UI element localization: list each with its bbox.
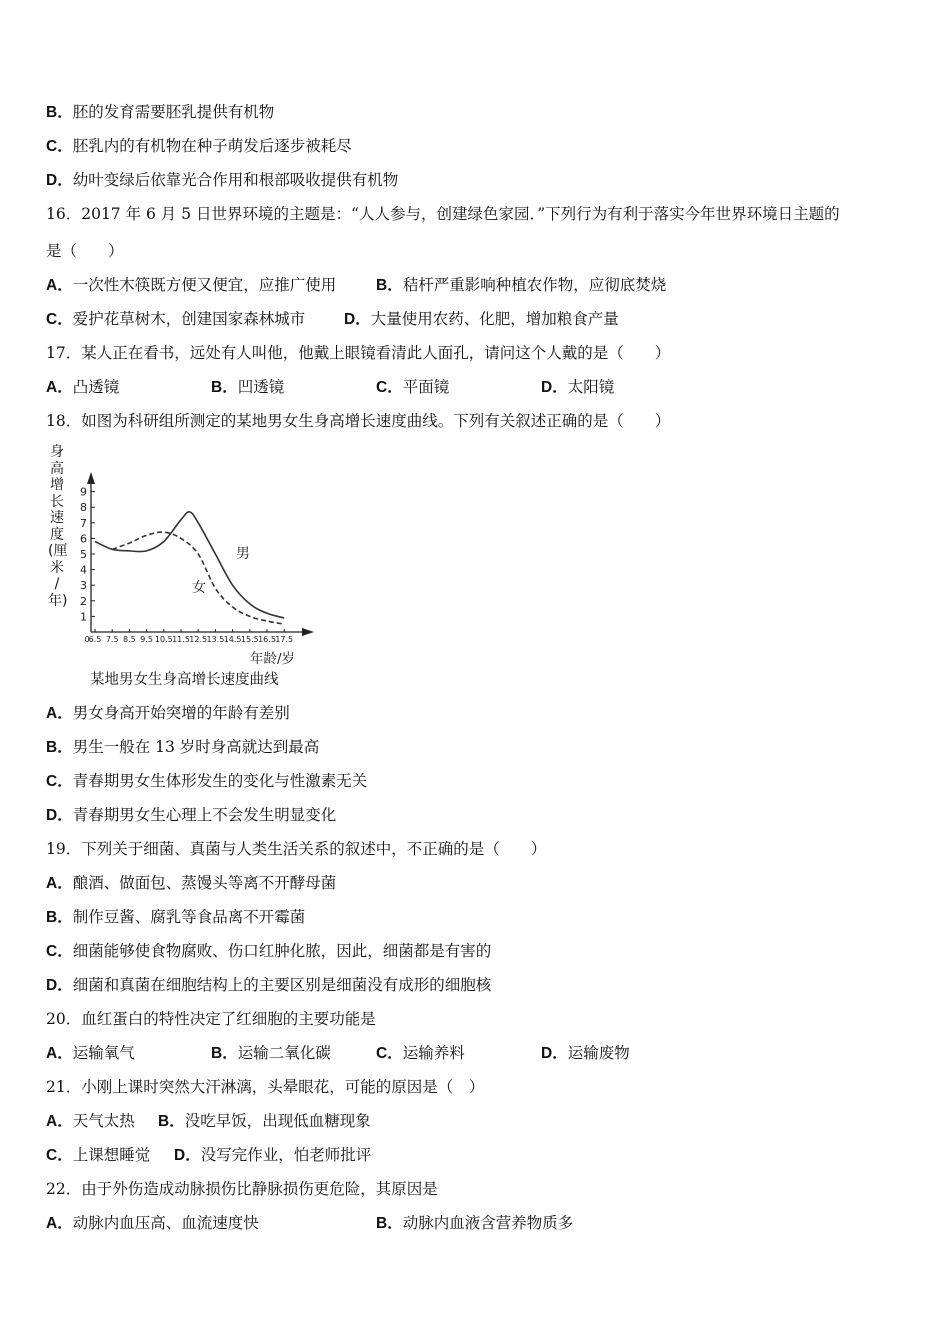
y-tick-label: 1 xyxy=(80,610,87,624)
q19-option-d-line: D．细菌和真菌在细胞结构上的主要区别是细菌没有成形的细胞核 xyxy=(46,976,492,994)
q19-option-b: 制作豆酱、腐乳等食品离不开霉菌 xyxy=(72,908,306,926)
y-tick-label: 5 xyxy=(80,548,87,561)
x-tick-label: 16.5 xyxy=(258,635,276,644)
x-tick-label: 8.5 xyxy=(123,635,136,644)
y-label-char: 米 xyxy=(50,559,64,576)
q18-option-d-line: D．青春期男女生心理上不会发生明显变化 xyxy=(46,806,337,824)
question-22-stem: 22．由于外伤造成动脉损伤比静脉损伤更危险，其原因是 xyxy=(46,1180,438,1198)
y-label-char: 身 xyxy=(50,444,64,460)
y-tick-label: 7 xyxy=(80,516,87,530)
question-16-options-cd: C．爱护花草树木，创建国家森林城市 D．大量使用农药、化肥，增加粮食产量 xyxy=(46,310,619,328)
y-tick-label: 3 xyxy=(80,579,87,593)
y-label-char: (厘 xyxy=(48,543,68,559)
q19-option-a: 酿酒、做面包、蒸馒头等离不开酵母菌 xyxy=(72,874,337,892)
q19-option-c: 细菌能够使食物腐败、伤口红肿化脓，因此，细菌都是有害的 xyxy=(72,942,492,960)
x-tick-label: 10.5 xyxy=(154,635,173,644)
option-b-line: B．胚的发育需要胚乳提供有机物 xyxy=(46,103,275,121)
q20-option-c: 运输养料 xyxy=(402,1044,465,1062)
q18-option-c: 青春期男女生体形发生的变化与性激素无关 xyxy=(72,772,368,790)
q18-option-c-line: C．青春期男女生体形发生的变化与性激素无关 xyxy=(46,772,368,790)
option-text: 胚的发育需要胚乳提供有机物 xyxy=(72,103,275,121)
q19-option-d: 细菌和真菌在细胞结构上的主要区别是细菌没有成形的细胞核 xyxy=(72,976,492,994)
growth-rate-chart xyxy=(40,440,340,700)
question-19-stem: 19．下列关于细菌、真菌与人类生活关系的叙述中，不正确的是（ ） xyxy=(46,840,547,858)
y-label-char: 速 xyxy=(50,510,64,526)
option-text: 幼叶变绿后依靠光合作用和根部吸收提供有机物 xyxy=(72,171,399,189)
q22-option-b: 动脉内血液含营养物质多 xyxy=(402,1214,574,1232)
x-tick-label: 17.5 xyxy=(275,635,294,644)
x-tick-label: 12.5 xyxy=(189,635,208,644)
x-axis-label: 年龄/岁 xyxy=(250,651,296,665)
question-16-stem: 16．2017 年 6 月 5 日世界环境的主题是：“人人参与，创建绿色家园．”下列行为有利于落实今年世界环境日主题的 xyxy=(46,205,840,223)
q20-option-d: 运输废物 xyxy=(567,1044,630,1062)
q22-option-a: 动脉内血压高、血流速度快 xyxy=(72,1214,259,1232)
question-17-stem: 17．某人正在看书，远处有人叫他，他戴上眼镜看清此人面孔，请问这个人戴的是（ ） xyxy=(46,344,671,362)
y-tick-label: 9 xyxy=(80,485,87,499)
q17-option-d: 太阳镜 xyxy=(567,378,615,396)
y-label-char: 年) xyxy=(48,592,68,609)
x-tick-label: 15.5 xyxy=(240,635,259,644)
y-tick-label: 4 xyxy=(80,563,87,577)
q21-option-a: 天气太热 xyxy=(72,1112,135,1130)
y-label-char: / xyxy=(54,576,60,592)
q18-option-a: 男女身高开始突增的年龄有差别 xyxy=(72,704,290,722)
question-21-stem: 21．小刚上课时突然大汗淋漓，头晕眼花，可能的原因是（ ） xyxy=(46,1078,485,1096)
y-axis-arrow xyxy=(87,472,95,484)
q16-option-d: 大量使用农药、化肥，增加粮食产量 xyxy=(370,310,619,328)
y-tick-label: 8 xyxy=(80,501,87,515)
y-tick-label: 2 xyxy=(80,594,87,608)
q16-option-b: 秸杆严重影响种植农作物，应彻底焚烧 xyxy=(402,276,667,294)
x-tick-label: 14.5 xyxy=(223,635,242,644)
x-tick-label: 0 xyxy=(84,635,90,644)
q16-option-a: 一次性木筷既方便又便宜，应推广使用 xyxy=(72,276,337,294)
option-d-line: D．幼叶变绿后依靠光合作用和根部吸收提供有机物 xyxy=(46,171,399,189)
question-18-stem: 18．如图为科研组所测定的某地男女生身高增长速度曲线。下列有关叙述正确的是（ ） xyxy=(46,412,671,430)
chart-svg xyxy=(40,440,340,665)
x-tick-label: 9.5 xyxy=(140,635,153,644)
female-series-label: 女 xyxy=(192,580,206,596)
q18-option-d: 青春期男女生心理上不会发生明显变化 xyxy=(72,806,337,824)
female-series-line xyxy=(112,532,284,624)
q16-option-c: 爱护花草树木，创建国家森林城市 xyxy=(72,310,306,328)
y-label-char: 长 xyxy=(50,493,64,510)
question-16-stem-cont: 是（ ） xyxy=(46,242,124,260)
q19-option-a-line: A．酿酒、做面包、蒸馒头等离不开酵母菌 xyxy=(46,874,337,892)
q17-option-b: 凹透镜 xyxy=(237,378,285,396)
y-label-char: 高 xyxy=(50,460,64,477)
q18-option-b-line: B．男生一般在 13 岁时身高就达到最高 xyxy=(46,738,320,756)
question-21-options-ab: A．天气太热 B．没吃早饭，出现低血糖现象 xyxy=(46,1112,371,1130)
q19-option-c-line: C．细菌能够使食物腐败、伤口红肿化脓，因此，细菌都是有害的 xyxy=(46,942,492,960)
q21-option-d: 没写完作业，怕老师批评 xyxy=(200,1146,372,1164)
question-20-stem: 20．血红蛋白的特性决定了红细胞的主要功能是 xyxy=(46,1010,376,1028)
q20-option-b: 运输二氧化碳 xyxy=(237,1044,331,1062)
q17-option-c: 平面镜 xyxy=(402,378,450,396)
x-tick-label: 13.5 xyxy=(206,635,225,644)
question-21-options-cd: C．上课想睡觉 D．没写完作业，怕老师批评 xyxy=(46,1146,372,1164)
y-label-char: 增 xyxy=(50,477,64,493)
q18-option-b: 男生一般在 13 岁时身高就达到最高 xyxy=(72,738,320,756)
q17-option-a: 凸透镜 xyxy=(72,378,120,396)
q19-option-b-line: B．制作豆酱、腐乳等食品离不开霉菌 xyxy=(46,908,306,926)
chart-title: 某地男女生身高增长速度曲线 xyxy=(90,672,279,688)
x-tick-label: 11.5 xyxy=(172,635,190,644)
q21-option-b: 没吃早饭，出现低血糖现象 xyxy=(184,1112,371,1130)
option-text: 胚乳内的有机物在种子萌发后逐步被耗尽 xyxy=(72,137,352,155)
male-series-label: 男 xyxy=(236,546,250,562)
x-tick-label: 6.5 xyxy=(88,635,102,644)
y-tick-label: 6 xyxy=(80,532,87,546)
x-tick-label: 7.5 xyxy=(105,635,119,644)
option-c-line: C．胚乳内的有机物在种子萌发后逐步被耗尽 xyxy=(46,137,352,155)
q18-option-a-line: A．男女身高开始突增的年龄有差别 xyxy=(46,704,290,722)
y-label-char: 度 xyxy=(50,526,64,543)
q21-option-c: 上课想睡觉 xyxy=(72,1146,151,1164)
question-16-options-ab: A．一次性木筷既方便又便宜，应推广使用 B．秸杆严重影响种植农作物，应彻底焚烧 xyxy=(46,276,667,294)
male-series-line xyxy=(95,512,284,618)
q20-option-a: 运输氧气 xyxy=(72,1044,135,1062)
x-axis-arrow xyxy=(302,628,314,636)
